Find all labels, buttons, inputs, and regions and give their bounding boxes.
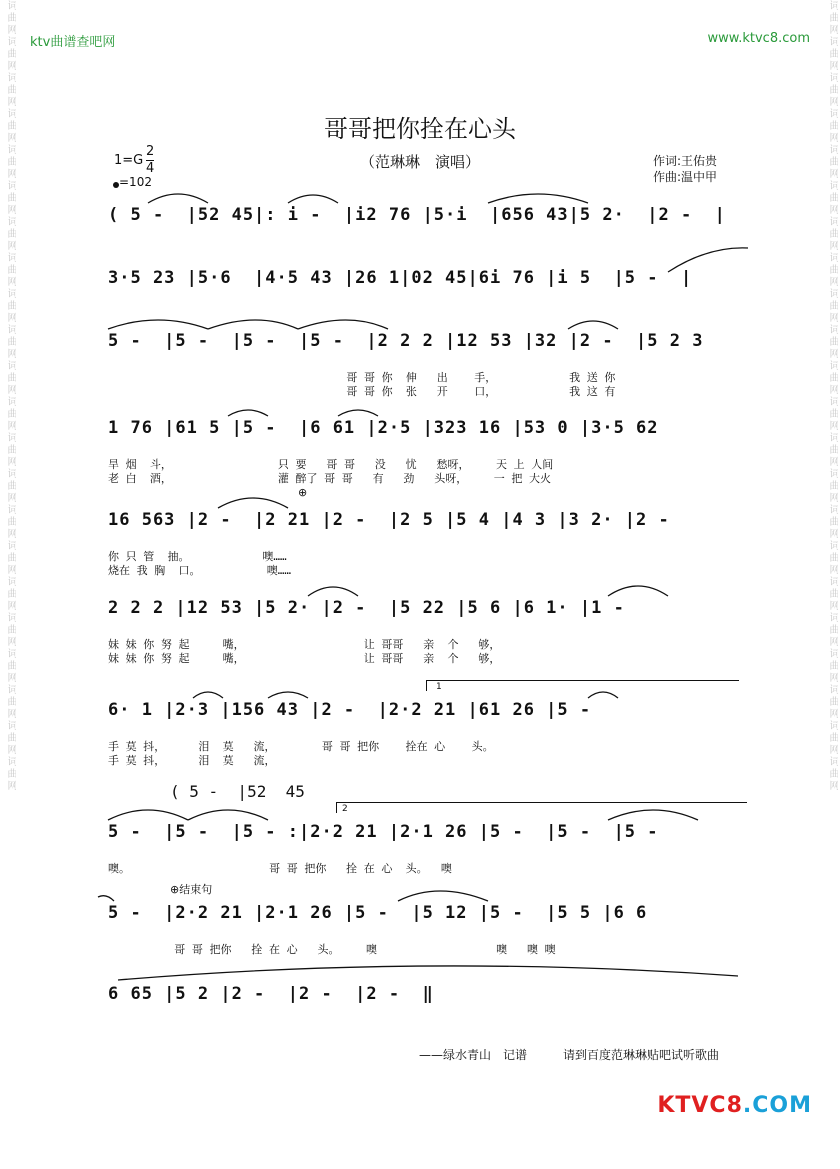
time-denominator: 4 xyxy=(146,161,155,176)
lyric-line-1: 哥 哥 你 伸 出 手， 我 送 你 xyxy=(108,371,616,384)
coda-icon: ⊕ xyxy=(170,883,180,896)
notation-line: 3·5 23 |5·6 |4·5 43 |26 1|02 45|6i 76 |i 5 |5 - | xyxy=(108,268,693,288)
lyric-line-2: 老 白 酒， 灌 醉了 哥 哥 有 劲 头呀， 一 把 大火 xyxy=(108,472,552,485)
notation-line: ( 5 - |52 45|: i - |i2 76 |5·i |656 43|5 2· |2 - | xyxy=(108,205,726,225)
notation-line: 1 76 |61 5 |5 - |6 61 |2·5 |323 16 |53 0 |3·5 62 xyxy=(108,418,659,438)
ending-label: 结束句 xyxy=(179,883,213,896)
lyric-line-2: 妹 妹 你 努 起 嘴， 让 哥哥 亲 个 够， xyxy=(108,652,501,665)
brand-logo[interactable] xyxy=(657,1093,812,1118)
repeat-aside: ( 5 - |52 45 xyxy=(170,782,305,801)
lyric-line-2: 手 莫 抖， 泪 莫 流， xyxy=(108,754,276,767)
lyric-line-1: 你 只 管 抽。 噢…… xyxy=(108,550,287,563)
logo-tail: .COM xyxy=(742,1093,812,1118)
time-numerator: 2 xyxy=(146,144,155,159)
coda-sign: ⊕ xyxy=(298,486,308,499)
time-signature xyxy=(146,144,154,177)
notation-line: 5 - |5 - |5 - |5 - |2 2 2 |12 53 |32 |2 - |5 2 3 xyxy=(108,331,704,351)
site-name[interactable]: ktv曲谱查吧网 xyxy=(30,35,116,50)
notation-line: 5 - |2·2 21 |2·1 26 |5 - |5 12 |5 - |5 5 |6 6 xyxy=(108,903,648,923)
notation-line: 6 65 |5 2 |2 - |2 - |2 - ‖ xyxy=(108,984,434,1004)
first-ending-number: 1 xyxy=(436,682,442,692)
lyric-line-1: 手 莫 抖， 泪 莫 流， 哥 哥 把你 拴在 心 头。 xyxy=(108,740,494,753)
credits xyxy=(653,153,717,185)
notation-line: 6· 1 |2·3 |156 43 |2 - |2·2 21 |61 26 |5 - xyxy=(108,700,592,720)
second-ending-number: 2 xyxy=(342,804,348,814)
watermark-left: 词曲网词曲网词曲网词曲网词曲网词曲网词曲网词曲网词曲网词曲网词曲网词曲网词曲网词曲网词曲网词曲网词曲网词曲网词曲网词曲网词曲网词曲网 xyxy=(5,0,16,792)
lyric-line-2: 哥 哥 你 张 开 口， 我 这 有 xyxy=(108,385,616,398)
lyric-line-2: 烧在 我 胸 口。 噢…… xyxy=(108,564,291,577)
singer-line: （范琳琳 演唱） xyxy=(359,153,480,171)
lyric-line-1: 噢。 哥 哥 把你 拴 在 心 头。 噢 xyxy=(108,862,452,875)
transcriber-note: ——绿水青山 记谱 请到百度范琳琳贴吧试听歌曲 xyxy=(419,1048,720,1062)
site-url[interactable]: www.ktvc8.com xyxy=(707,31,810,46)
lyricist: 作词:王佑贵 xyxy=(653,154,718,168)
notation-line: 16 563 |2 - |2 21 |2 - |2 5 |5 4 |4 3 |3 2· |2 - xyxy=(108,510,670,530)
watermark-right: 词曲网词曲网词曲网词曲网词曲网词曲网词曲网词曲网词曲网词曲网词曲网词曲网词曲网词曲网词曲网词曲网词曲网词曲网词曲网词曲网词曲网词曲网 xyxy=(827,0,838,792)
lyric-line-1: 哥 哥 把你 拴 在 心 头。 噢 噢 噢 噢 xyxy=(108,943,556,956)
song-title: 哥哥把你拴在心头 xyxy=(324,115,516,143)
lyric-line-1: 妹 妹 你 努 起 嘴， 让 哥哥 亲 个 够， xyxy=(108,638,501,651)
logo-main: KTVC8 xyxy=(657,1093,743,1118)
notation-line: 2 2 2 |12 53 |5 2· |2 - |5 22 |5 6 |6 1· |1 - xyxy=(108,598,625,618)
notation-line: 5 - |5 - |5 - :|2·2 21 |2·1 26 |5 - |5 - |5 - xyxy=(108,822,659,842)
tempo-value: =102 xyxy=(119,175,152,189)
tempo-mark xyxy=(113,175,152,189)
composer: 作曲:温中甲 xyxy=(653,170,718,184)
quarter-note-icon xyxy=(113,182,119,188)
lyric-line-1: 旱 烟 斗， 只 要 哥 哥 没 忧 愁呀， 天 上 人间 xyxy=(108,458,554,471)
key-signature: 1=G xyxy=(114,153,144,168)
